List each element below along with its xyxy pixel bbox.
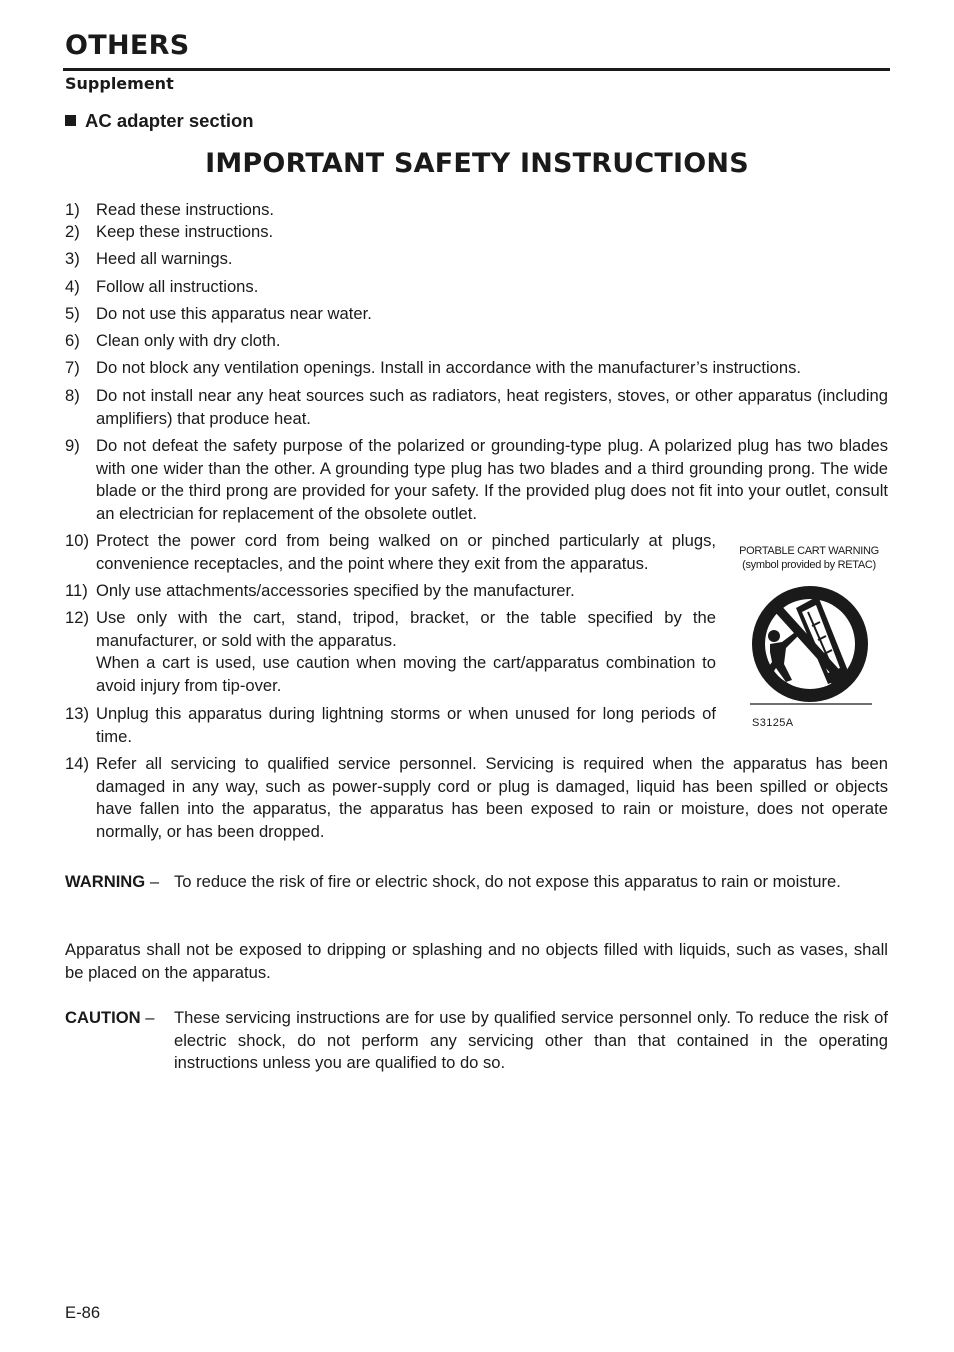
instruction-item: [65, 221, 888, 244]
instruction-text: Use only with the cart, stand, tripod, bracket, or the table specified by the manufacturer, or sold with the apparatus.: [96, 608, 716, 650]
instruction-text: Do not defeat the safety purpose of the polarized or grounding-type plug. A polarized plug has two blades with one wider than the other. A grounding type plug has two blades and a third grounding prong. The wide blade or the third prong are provided for your safety. If the provided plug does not fit into your outlet, consult an electrician for replacement of the obsolete outlet.: [96, 436, 888, 524]
instruction-number: 8): [65, 386, 80, 405]
instruction-item: [65, 276, 888, 299]
page-header-subtitle: Supplement: [65, 74, 174, 93]
instruction-item: [65, 435, 888, 526]
instruction-text: Only use attachments/accessories specified by the manufacturer.: [96, 581, 575, 600]
section-heading-text: AC adapter section: [85, 110, 254, 131]
figure-code: S3125A: [752, 717, 794, 729]
instruction-text: Clean only with dry cloth.: [96, 331, 281, 350]
instruction-item: [65, 248, 888, 271]
instruction-item: [65, 530, 716, 575]
instruction-text: Refer all servicing to qualified service personnel. Servicing is required when the apparatus has been damaged in any way, such as power-supply cord or plug is damaged, liquid has been spilled or objects have fallen into the apparatus, the apparatus has been exposed to rain or moisture, does not operate normally, or has been dropped.: [96, 754, 888, 842]
instruction-text: Keep these instructions.: [96, 222, 274, 241]
figure-caption-source: (symbol provided by RETAC): [742, 559, 876, 571]
instruction-number: 1): [65, 200, 80, 219]
instruction-number: 14): [65, 754, 89, 773]
instruction-item: [65, 703, 716, 748]
instruction-number: 4): [65, 277, 80, 296]
portable-cart-warning-figure: [736, 544, 882, 729]
instruction-number: 3): [65, 249, 80, 268]
instruction-number: 7): [65, 358, 80, 377]
section-heading: [65, 110, 254, 132]
instruction-item: [65, 357, 888, 380]
warning-text: To reduce the risk of fire or electric shock, do not expose this apparatus to rain or moisture.: [174, 872, 841, 891]
instruction-number: 12): [65, 608, 89, 627]
instruction-number: 13): [65, 704, 89, 723]
instruction-text: Read these instructions.: [96, 200, 275, 219]
instruction-item: [65, 330, 888, 353]
portable-cart-warning-icon: [736, 572, 882, 712]
instruction-text: Do not block any ventilation openings. Install in accordance with the manufacturer’s instructions.: [96, 358, 802, 377]
instruction-item: [65, 199, 888, 222]
instruction-number: 5): [65, 304, 80, 323]
instruction-number: 6): [65, 331, 80, 350]
instruction-number: 9): [65, 436, 80, 455]
square-bullet-icon: [65, 115, 76, 126]
instruction-item: [65, 385, 888, 430]
warning-label: WARNING –: [65, 872, 160, 891]
liquid-notice-paragraph: Apparatus shall not be exposed to dripping or splashing and no objects filled with liquids, such as vases, shall be placed on the apparatus.: [65, 940, 888, 982]
instruction-text: Heed all warnings.: [96, 249, 233, 268]
caution-paragraph: [65, 1007, 888, 1075]
instruction-text: Do not install near any heat sources such as radiators, heat registers, stoves, or other apparatus (including amplifiers) that produce heat.: [96, 386, 888, 428]
instruction-text: Unplug this apparatus during lightning storms or when unused for long periods of time.: [96, 704, 716, 746]
instruction-item: [65, 580, 716, 603]
instruction-item: [65, 303, 888, 326]
main-title: IMPORTANT SAFETY INSTRUCTIONS: [205, 148, 749, 179]
instruction-number: 2): [65, 222, 80, 241]
instruction-text: Follow all instructions.: [96, 277, 259, 296]
instruction-number: 11): [65, 581, 88, 600]
header-divider: [63, 68, 890, 71]
instruction-text: Do not use this apparatus near water.: [96, 304, 372, 323]
warning-paragraph: [65, 871, 888, 894]
instruction-number: 10): [65, 531, 89, 550]
instruction-text: Protect the power cord from being walked on or pinched particularly at plugs, convenience receptacles, and the point where they exit from the apparatus.: [96, 531, 716, 573]
caution-text: These servicing instructions are for use by qualified service personnel only. To reduce the risk of electric shock, do not perform any servicing other than that contained in the operating instructions unless you are qualified to do so.: [174, 1008, 888, 1073]
instruction-text-continued: When a cart is used, use caution when moving the cart/apparatus combination to avoid injury from tip-over.: [96, 653, 716, 696]
figure-caption-title: PORTABLE CART WARNING: [739, 545, 879, 557]
instruction-item: [65, 607, 716, 698]
instruction-item: [65, 753, 888, 844]
page-header-title: OTHERS: [65, 30, 190, 61]
page-number: E-86: [65, 1303, 101, 1322]
caution-label: CAUTION –: [65, 1008, 155, 1027]
